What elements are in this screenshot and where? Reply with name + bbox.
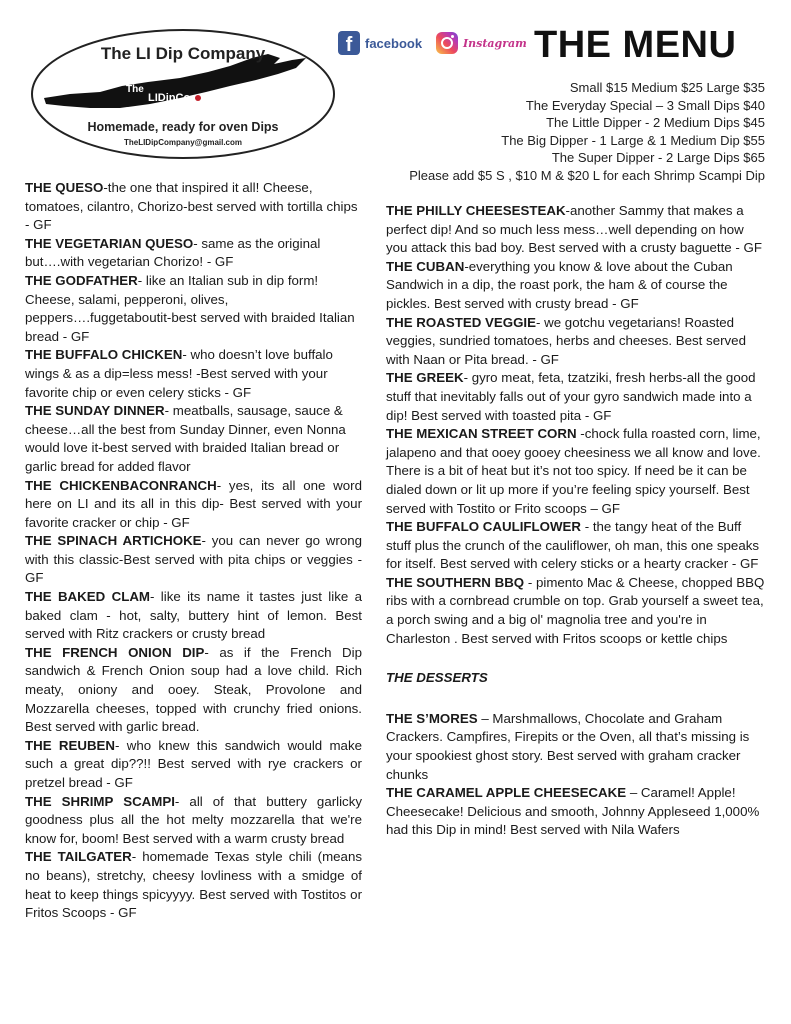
- item-description: - as if the French Dip sandwich & French Onion soup had a love child. Rich meaty, oniony and ooey. Steak, Provolone and Mozzarella cheeses, topped with crunchy fried onions. Best served with garlic bread.: [25, 644, 362, 735]
- item-name: THE PHILLY CHEESESTEAK: [386, 203, 566, 218]
- company-logo: [30, 28, 336, 160]
- price-line: The Everyday Special – 3 Small Dips $40: [525, 97, 765, 113]
- desserts-heading: THE DESSERTS: [386, 670, 488, 686]
- price-line: The Super Dipper - 2 Large Dips $65: [551, 150, 765, 165]
- item-description: - the tangy heat of the Buff stuff plus the crunch of the cauliflower, oh man, this one speaks for itself. Best served with celery sticks or a hearty cracker - GF: [386, 519, 760, 572]
- menu-title: THE MENU: [534, 24, 737, 66]
- menu-right-column: [386, 202, 768, 840]
- menu-item: [25, 644, 362, 737]
- item-name: THE GREEK: [386, 370, 464, 386]
- item-name: THE GODFATHER: [25, 272, 138, 288]
- item-description: - who knew this sandwich would make such a great dip??!! Best served with rye crackers or pretzel bread - GF: [25, 737, 362, 790]
- menu-item: [386, 518, 768, 574]
- menu-item: [386, 369, 768, 425]
- item-description: - same as the original but….with vegetarian Chorizo! - GF: [25, 235, 321, 270]
- item-description: -the one that inspired it all! Cheese, tomatoes, cilantro, Chorizo-best served with tortilla chips - GF: [25, 180, 358, 233]
- item-name: THE CUBAN: [386, 258, 465, 274]
- price-line: The Big Dipper - 1 Large & 1 Medium Dip $55: [501, 132, 765, 148]
- facebook-icon: f: [338, 31, 360, 55]
- item-name: THE BAKED CLAM: [25, 589, 150, 605]
- item-description: - homemade Texas style chili (means no beans), stretchy, cheesy lovliness with a smidge of heat to keep things spicyyyy. Best served with Tostitos or Fritos Scoops - GF: [25, 849, 362, 921]
- item-description: - you can never go wrong with this classic-Best served with pita chips or veggies - GF: [25, 533, 363, 586]
- item-name: THE SPINACH ARTICHOKE: [25, 533, 202, 549]
- item-description: -everything you know & love about the Cuban Sandwich in a dip, the roast pork, the ham & of course the pickles. Best served with crusty bread - GF: [386, 258, 733, 311]
- item-description: - pimento Mac & Cheese, chopped BBQ ribs with a cornbread crumble on top. Grab yourself a sweet tea, a porch swing and a big ol' magnolia tree and you're in Charleston . Best served with Fritos scoops or kettle chips: [386, 574, 765, 646]
- menu-item: [386, 314, 768, 370]
- instagram-icon: [436, 32, 458, 54]
- menu-item: [25, 179, 362, 235]
- item-description: - who doesn’t love buffalo wings & as a dip=less mess! -Best served with your favorite chip or even celery sticks - GF: [25, 347, 333, 400]
- dessert-item: [386, 784, 768, 840]
- item-name: THE BUFFALO CAULIFLOWER: [386, 519, 581, 535]
- item-name: THE CARAMEL APPLE CHEESECAKE: [386, 785, 627, 801]
- menu-left-column: [25, 179, 362, 923]
- instagram-link[interactable]: [436, 30, 527, 56]
- item-name: THE S’MORES: [386, 710, 478, 726]
- item-name: THE TAILGATER: [25, 849, 132, 865]
- item-name: THE SOUTHERN BBQ: [386, 574, 525, 590]
- menu-item: [25, 477, 362, 533]
- menu-item: [25, 588, 362, 644]
- item-name: THE MEXICAN STREET CORN: [386, 426, 577, 442]
- item-description: - all of that buttery garlicky goodness plus all the hot melty mozzarella that we're know for, boom! Best served with a warm crusty bread: [25, 793, 362, 846]
- menu-item: [25, 793, 362, 849]
- menu-item: [386, 202, 768, 258]
- menu-item: [25, 272, 362, 346]
- instagram-label: Instagram: [463, 36, 527, 50]
- menu-item: [25, 346, 362, 402]
- price-line: The Little Dipper - 2 Medium Dips $45: [546, 115, 765, 130]
- item-description: – Caramel! Apple! Cheesecake! Delicious and smooth, Johnny Appleseed 1,000% had this Dip in mind! Best served with Nila Wafers: [386, 785, 760, 838]
- logo-tagline: Homemade, ready for oven Dips: [87, 120, 279, 134]
- item-name: THE QUESO: [25, 180, 104, 195]
- item-description: - we gotchu vegetarians! Roasted veggies, sundried tomatoes, herbs and cheeses. Best served with Naan or Pita bread. - GF: [386, 314, 746, 367]
- item-name: THE BUFFALO CHICKEN: [25, 347, 183, 363]
- price-list: [409, 79, 765, 184]
- dessert-item: [386, 710, 768, 784]
- item-name: THE SHRIMP SCAMPI: [25, 793, 175, 809]
- menu-item: [25, 532, 362, 588]
- logo-company-name: The LI Dip Company: [100, 44, 266, 63]
- menu-item: [25, 848, 362, 922]
- item-description: - meatballs, sausage, sauce & cheese…all the best from Sunday Dinner, even Nonna would love it-best served with braided Italian bread or garlic bread for added flavor: [25, 403, 346, 474]
- item-description: -chock fulla roasted corn, lime, jalapeno and that ooey gooey cheesiness we all know and love. There is a bit of heat but it’s not too spicy. If need be it can be dialed down or lit up more if you’re feeling spicy yourself. Best served with Tostito or Frito scoops – GF: [386, 426, 761, 516]
- menu-item: [386, 425, 768, 518]
- item-description: - like its name it tastes just like a baked clam - hot, salty, buttery hint of lemon. Best served with Ritz crackers or crusty bread: [25, 589, 362, 642]
- item-description: - like an Italian sub in dip form! Cheese, salami, pepperoni, olives, peppers….fuggetaboutit-best served with braided Italian bread - GF: [25, 272, 355, 344]
- item-description: - yes, its all one word here on LI and its all in this dip- Best served with your favorite cracker or chip - GF: [25, 477, 362, 530]
- item-name: THE ROASTED VEGGIE: [386, 314, 536, 330]
- item-description: – Marshmallows, Chocolate and Graham Crackers. Campfires, Firepits or the Oven, all that’s missing is your spookiest ghost story. Best served with graham cracker chunks: [386, 710, 750, 782]
- menu-item: [25, 737, 362, 793]
- item-name: THE SUNDAY DINNER: [25, 403, 165, 419]
- item-description: -another Sammy that makes a perfect dip! And so much less mess…well depending on how you attack this bad boy. Best served with a crusty baguette - GF: [386, 203, 762, 256]
- logo-short-name: LIDipCo: [148, 92, 191, 104]
- item-name: THE REUBEN: [25, 737, 116, 753]
- item-name: THE CHICKENBACONRANCH: [25, 477, 217, 493]
- menu-item: [386, 574, 768, 648]
- item-name: THE FRENCH ONION DIP: [25, 644, 205, 660]
- item-description: - gyro meat, feta, tzatziki, fresh herbs-all the good stuff that inevitably falls out of your gyro sandwich made into a dip! Best served with toasted pita - GF: [386, 370, 756, 423]
- facebook-link[interactable]: [338, 30, 422, 56]
- menu-item: [25, 235, 362, 272]
- price-line: Small $15 Medium $25 Large $35: [569, 80, 765, 95]
- menu-item: [386, 258, 768, 314]
- menu-item: [25, 402, 362, 476]
- logo-email: TheLIDipCompany@gmail.com: [123, 138, 243, 147]
- price-line: Please add $5 S , $10 M & $20 L for each Shrimp Scampi Dip: [409, 167, 765, 183]
- logo-the-text: The: [126, 84, 144, 95]
- facebook-label: facebook: [365, 35, 423, 51]
- item-name: THE VEGETARIAN QUESO: [25, 235, 194, 251]
